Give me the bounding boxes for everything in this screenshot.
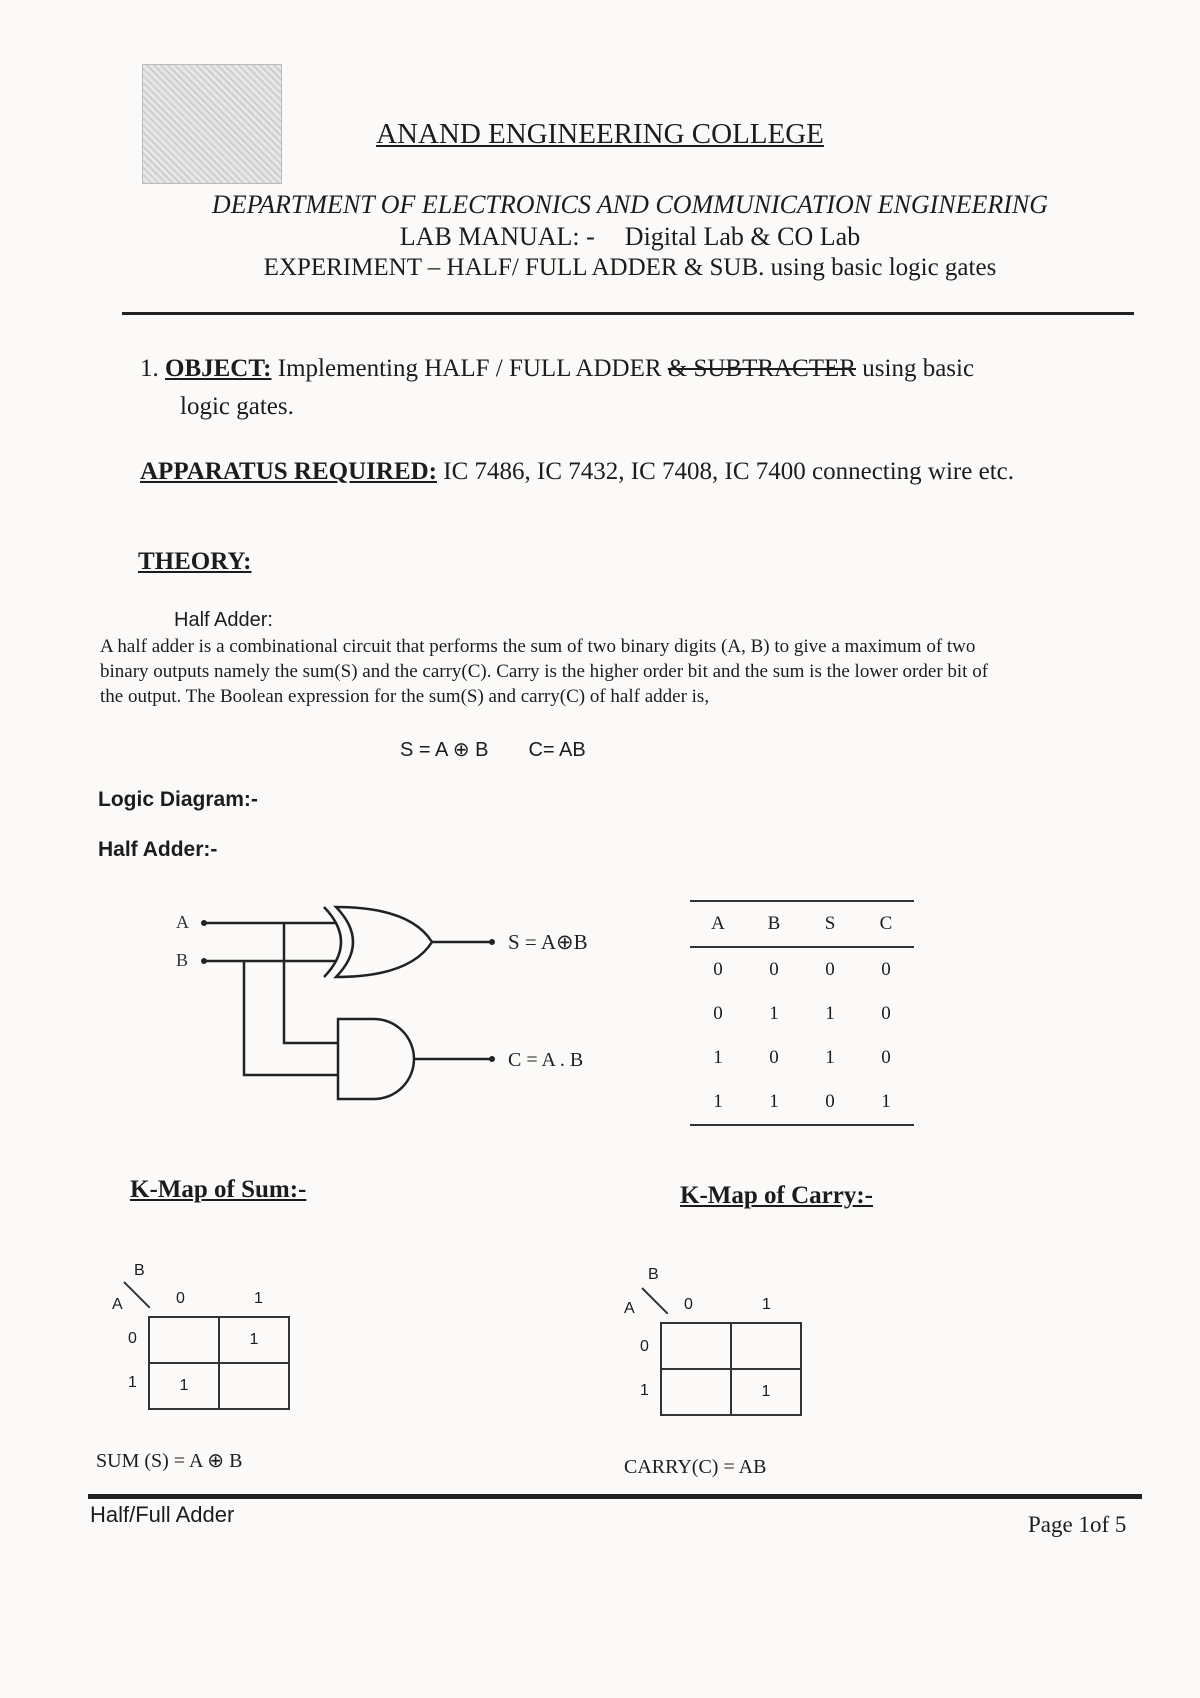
kmap-sum-row-var: A — [112, 1296, 123, 1313]
sum-output-dot — [489, 939, 495, 945]
apparatus-text: IC 7486, IC 7432, IC 7408, IC 7400 connecting wire etc. — [443, 458, 1014, 485]
table-cell: 1 — [713, 1047, 723, 1068]
table-cell: 1 — [825, 1003, 835, 1024]
truth-table — [690, 900, 914, 1126]
theory-heading: THEORY: — [138, 548, 252, 575]
apparatus-label: APPARATUS REQUIRED: — [140, 458, 437, 485]
lab-manual-subject: Digital Lab & CO Lab — [624, 222, 861, 251]
table-cell: 0 — [802, 1080, 858, 1125]
sum-output-label: S = A⊕B — [508, 930, 588, 954]
kmap-cell — [661, 1323, 731, 1369]
carry-output-dot — [489, 1056, 495, 1062]
kmap-cell: 1 — [219, 1317, 289, 1363]
object-struck-text: & SUBTRACTER — [667, 355, 857, 382]
kmap-carry-col-label-1: 1 — [762, 1296, 771, 1313]
kmap-sum-row-label-0: 0 — [128, 1330, 137, 1347]
table-row — [690, 1080, 914, 1125]
and-gate — [338, 1019, 414, 1099]
header-divider — [122, 312, 1134, 315]
lab-manual-line — [0, 222, 1200, 252]
table-cell: 1 — [858, 1080, 914, 1125]
half-adder-circuit — [160, 895, 640, 1125]
kmap-cell — [661, 1369, 731, 1415]
kmap-carry-grid — [660, 1322, 802, 1416]
kmap-carry-row-var: A — [624, 1300, 635, 1317]
wire-a-branch — [284, 923, 338, 1043]
kmap-carry-row-label-1: 1 — [640, 1382, 649, 1399]
logic-diagram-heading: Logic Diagram:- — [98, 788, 258, 811]
carry-output-label: C = A . B — [508, 1049, 584, 1071]
kmap-carry-col-label-0: 0 — [684, 1296, 693, 1313]
kmap-carry — [618, 1266, 818, 1414]
table-cell: 0 — [881, 1003, 891, 1024]
header-a: A — [690, 901, 746, 947]
object-text-cont: logic gates. — [180, 393, 294, 420]
kmap-carry-expression: CARRY(C) = AB — [624, 1456, 767, 1478]
table-cell: 0 — [713, 1003, 723, 1024]
input-a-label: A — [176, 912, 189, 932]
table-cell: 1 — [825, 1047, 835, 1068]
xor-gate-back-curve — [324, 907, 341, 977]
kmap-sum-col-var: B — [134, 1262, 145, 1279]
wire-b-branch — [244, 961, 338, 1075]
header-b: B — [746, 901, 802, 947]
table-row — [690, 1036, 914, 1080]
kmap-sum-row-label-1: 1 — [128, 1374, 137, 1391]
experiment-title: EXPERIMENT – HALF/ FULL ADDER & SUB. using basic logic gates — [263, 254, 997, 281]
kmap-sum-expression: SUM (S) = A ⊕ B — [96, 1450, 243, 1472]
table-cell: 1 — [746, 1080, 802, 1125]
kmap-carry-heading: K-Map of Carry:- — [680, 1182, 873, 1209]
table-row — [690, 947, 914, 992]
kmap-carry-col-var: B — [648, 1266, 659, 1283]
table-cell: 0 — [769, 959, 779, 980]
footer-divider — [88, 1494, 1142, 1499]
half-adder-subtitle: Half Adder: — [174, 609, 273, 631]
half-adder-paragraph: A half adder is a combinational circuit that performs the sum of two binary digits (A, B) to give a maximum of two binary outputs namely the sum(S) and the carry(C). Carry is the higher order bit and the sum is the lower order bit of the output. The Boolean expression for the sum(S) and carry(C) of half adder is, — [100, 636, 989, 707]
table-cell: 0 — [881, 959, 891, 980]
kmap-cell — [149, 1317, 219, 1363]
input-b-dot — [201, 958, 207, 964]
kmap-sum-col-label-0: 0 — [176, 1290, 185, 1307]
kmap-carry-row-label-0: 0 — [640, 1338, 649, 1355]
table-cell: 0 — [713, 959, 723, 980]
kmap-cell: 1 — [731, 1369, 801, 1415]
page-number: Page 1of 5 — [1028, 1512, 1127, 1537]
kmap-row — [661, 1323, 801, 1369]
kmap-sum — [100, 1262, 300, 1408]
kmap-row — [149, 1317, 289, 1363]
object-number: 1. — [140, 355, 159, 382]
kmap-sum-grid — [148, 1316, 290, 1410]
table-cell: 1 — [690, 1080, 746, 1125]
college-name: ANAND ENGINEERING COLLEGE — [376, 118, 824, 150]
truth-table-header-row — [690, 901, 914, 947]
table-cell: 0 — [825, 959, 835, 980]
input-a-dot — [201, 920, 207, 926]
kmap-row — [149, 1363, 289, 1409]
kmap-sum-heading: K-Map of Sum:- — [130, 1176, 307, 1203]
footer-title: Half/Full Adder — [90, 1502, 235, 1527]
apparatus-section — [140, 458, 1014, 486]
half-adder-expression — [400, 737, 586, 762]
kmap-sum-col-label-1: 1 — [254, 1290, 263, 1307]
header-s: S — [802, 901, 858, 947]
table-cell: 1 — [769, 1003, 779, 1024]
object-text-before: Implementing HALF / FULL ADDER — [277, 355, 662, 382]
table-cell: 0 — [881, 1047, 891, 1068]
kmap-cell — [219, 1363, 289, 1409]
department-name: DEPARTMENT OF ELECTRONICS AND COMMUNICATION ENGINEERING — [211, 190, 1049, 219]
table-cell: 0 — [769, 1047, 779, 1068]
input-b-label: B — [176, 950, 189, 970]
header-c: C — [858, 901, 914, 947]
kmap-row — [661, 1369, 801, 1415]
expression-carry: C= AB — [528, 739, 586, 761]
object-text-after: using basic — [862, 355, 975, 382]
lab-manual-label: LAB MANUAL: - — [399, 222, 595, 251]
object-section — [140, 350, 1150, 426]
xor-gate — [336, 907, 432, 977]
table-row — [690, 992, 914, 1036]
expression-sum: S = A ⊕ B — [400, 739, 489, 761]
kmap-cell: 1 — [149, 1363, 219, 1409]
half-adder-diagram-heading: Half Adder:- — [98, 838, 218, 861]
kmap-cell — [731, 1323, 801, 1369]
object-label: OBJECT: — [165, 355, 272, 382]
